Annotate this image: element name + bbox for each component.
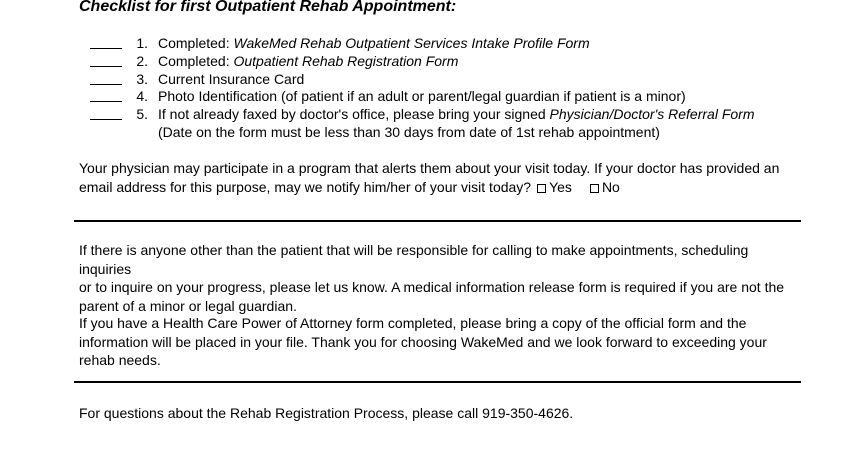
notify-line-2-row [79,178,799,197]
yes-label: Yes [549,178,572,195]
item-number: 4. [136,88,148,105]
form-name: Outpatient Rehab Registration Form [233,52,459,69]
email-entry-line[interactable] [74,220,801,222]
checklist [90,35,755,142]
no-label: No [601,178,620,195]
item-number: 5. [136,106,148,123]
form-name: Physician/Doctor's Referral Form [549,106,755,123]
item-text: Current Insurance Card [158,70,305,87]
checklist-item [90,106,755,124]
form-name: WakeMed Rehab Outpatient Services Intake Profile Form [233,35,590,51]
poa-paragraph [79,314,799,370]
checkbox-blank-1[interactable] [90,36,122,49]
item-text: Completed: [158,52,234,69]
responsible-line-2: or to inquire on your progress, please let us know. A medical information release form is required if you are not the [79,279,785,295]
footer-text: For questions about the Rehab Registration Process, please call 919-350-4626. [79,405,574,421]
poa-line-3: rehab needs. [79,352,161,368]
checklist-item [90,88,755,106]
poa-line-2: information will be placed in your file. Thank you for choosing WakeMed and we look forward to exceeding your [79,333,767,350]
item-text: Completed: [158,35,234,51]
item-number: 1. [136,35,148,51]
item-text: If not already faxed by doctor's office, please bring your signed [158,106,550,123]
checklist-item [90,71,755,89]
checkbox-blank-5[interactable] [90,107,122,120]
checklist-note: (Date on the form must be less than 30 days from date of 1st rehab appointment) [158,123,660,140]
no-checkbox[interactable] [590,184,599,193]
divider-line [74,381,801,383]
responsible-paragraph [79,241,799,315]
poa-line-1: If you have a Health Care Power of Attorney form completed, please bring a copy of the official form and the [79,315,747,331]
checkbox-blank-4[interactable] [90,89,122,102]
checklist-item [90,35,755,53]
checkbox-blank-3[interactable] [90,72,122,85]
responsible-line-3: parent of a minor or legal guardian. [79,297,297,314]
notify-paragraph [79,159,799,196]
item-text: Photo Identification (of patient if an adult or parent/legal guardian if patient is a minor) [158,88,686,105]
notify-line-1: Your physician may participate in a program that alerts them about your visit today. If your doctor has provided an [79,160,780,176]
yes-checkbox[interactable] [537,184,546,193]
page-title: Checklist for first Outpatient Rehab Appointment: [79,0,457,15]
responsible-line-1: If there is anyone other than the patient that will be responsible for calling to make appointments, scheduling inquiries [79,242,749,277]
item-number: 2. [136,52,148,69]
notify-line-2: email address for this purpose, may we notify him/her of your visit today? [79,178,532,195]
checkbox-blank-2[interactable] [90,54,122,67]
checklist-item [90,53,755,71]
item-number: 3. [136,70,148,87]
